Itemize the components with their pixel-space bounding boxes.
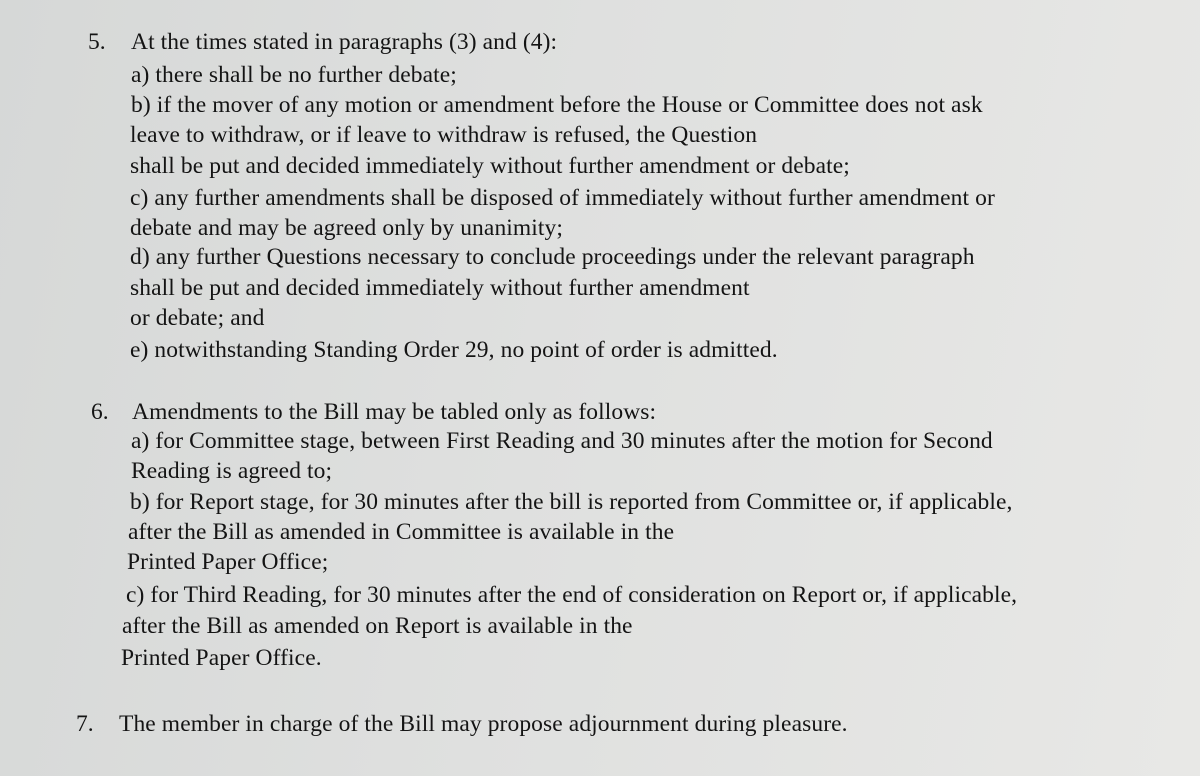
section-line: debate and may be agreed only by unanimity;	[130, 215, 564, 241]
section-line: At the times stated in paragraphs (3) and (4):	[131, 29, 558, 55]
section-line: d) any further Questions necessary to conclude proceedings under the relevant paragraph	[130, 244, 975, 270]
section-line: b) if the mover of any motion or amendment before the House or Committee does not ask	[131, 92, 983, 118]
section-line: c) any further amendments shall be disposed of immediately without further amendment or	[130, 185, 995, 211]
section-line: c) for Third Reading, for 30 minutes after the end of consideration on Report or, if applicable,	[126, 582, 1018, 608]
section-line: The member in charge of the Bill may propose adjournment during pleasure.	[119, 711, 848, 737]
section-line: b) for Report stage, for 30 minutes after the bill is reported from Committee or, if applicable,	[130, 489, 1013, 515]
section-number: 5.	[88, 29, 106, 55]
section-line: Reading is agreed to;	[131, 458, 333, 484]
section-line: Amendments to the Bill may be tabled only as follows:	[132, 399, 657, 425]
section-number: 6.	[91, 399, 109, 425]
section-line: Printed Paper Office.	[121, 645, 322, 671]
section-line: leave to withdraw, or if leave to withdraw is refused, the Question	[130, 122, 758, 148]
section-line: a) there shall be no further debate;	[131, 62, 457, 88]
section-line: a) for Committee stage, between First Reading and 30 minutes after the motion for Second	[131, 428, 993, 454]
section-line: Printed Paper Office;	[127, 549, 329, 575]
section-line: shall be put and decided immediately without further amendment or debate;	[130, 153, 850, 179]
section-line: or debate; and	[130, 305, 265, 331]
section-number: 7.	[76, 711, 94, 737]
section-line: after the Bill as amended on Report is available in the	[122, 613, 633, 639]
section-line: shall be put and decided immediately without further amendment	[130, 275, 750, 301]
section-line: after the Bill as amended in Committee is available in the	[128, 519, 675, 545]
section-line: e) notwithstanding Standing Order 29, no point of order is admitted.	[130, 337, 778, 363]
